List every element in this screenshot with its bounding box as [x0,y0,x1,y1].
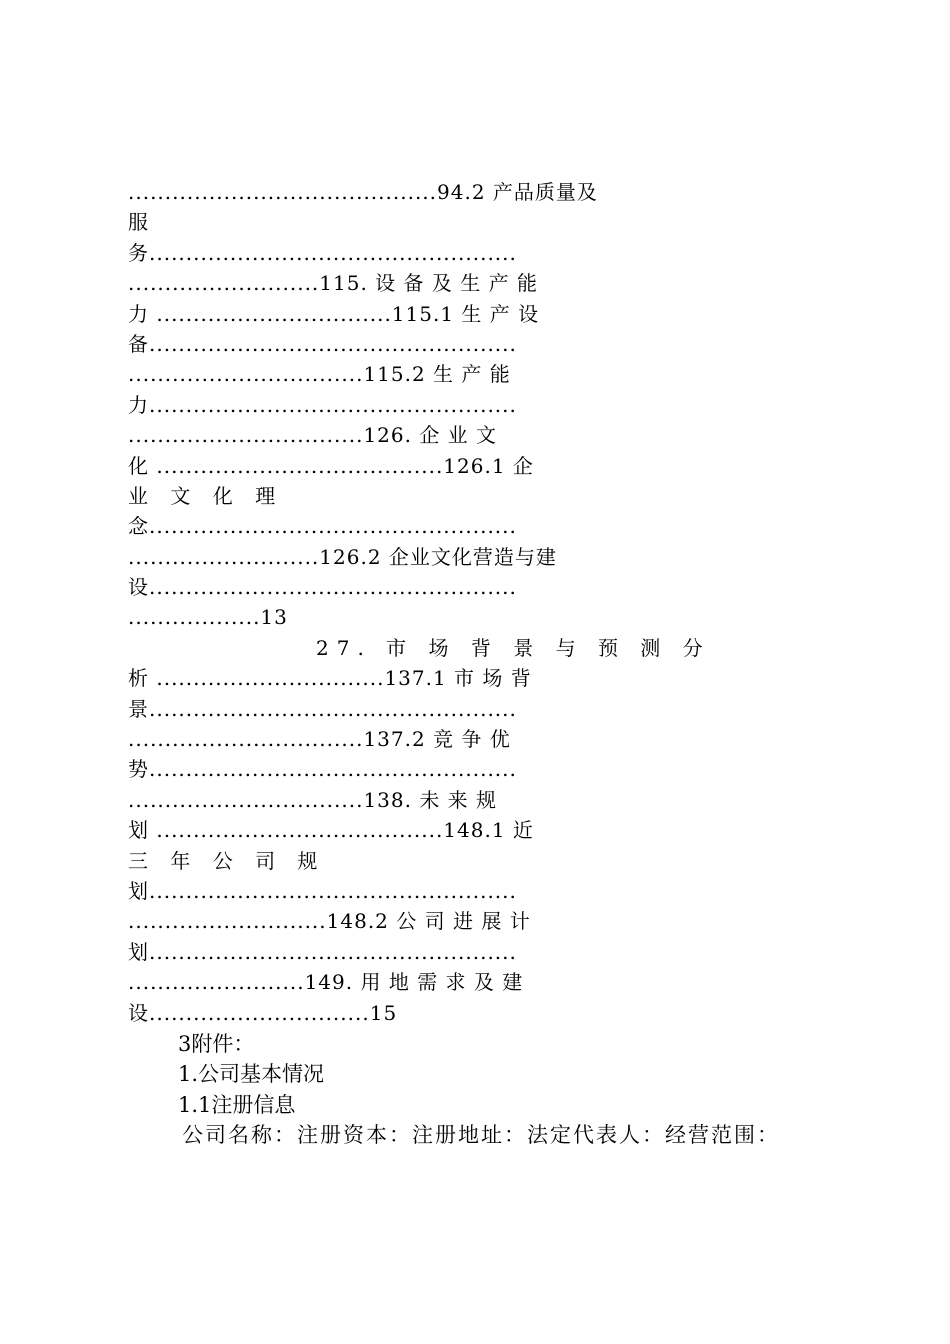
toc-line: 化 .......................................126.1 企 [128,453,534,478]
toc-line: ...........................148.2 公 司 进 展 计 [128,909,531,934]
toc-line: 力.................................................. [128,392,517,417]
toc-line: 析 ...............................137.1 市 场 背 [128,666,532,691]
toc-line: 服 [128,210,148,235]
toc-line: 念.................................................. [128,514,517,539]
toc-line: 27. 市 场 背 景 与 预 测 分 [316,635,711,660]
table-of-contents [128,177,832,1028]
subsection-heading: 1.1注册信息 [178,1092,296,1117]
toc-line: 业 文 化 理 [128,483,284,508]
toc-line: 务.................................................. [128,240,517,265]
toc-line: 划 .......................................148.1 近 [128,818,534,843]
registration-fields: 公司名称：注册资本：注册地址：法定代表人：经营范围： [182,1123,780,1148]
toc-line: ..........................126.2 企业文化营造与建 [128,544,557,569]
toc-line: 设.................................................. [128,575,517,600]
toc-line: 备.................................................. [128,331,517,356]
toc-line: 力 ................................115.1 生 产 设 [128,301,540,326]
toc-line: 三 年 公 司 规 [128,848,326,873]
toc-line: ................................126. 企 业 文 [128,423,498,448]
toc-line: ................................115.2 生 产 能 [128,362,511,387]
attachment-heading: 3附件： [178,1032,255,1056]
toc-line: 划.................................................. [128,939,517,964]
toc-line: ................................138. 未 来 规 [128,787,498,812]
toc-line: 势.................................................. [128,757,517,782]
toc-line: ..........................................94.2 产品质量及 [128,180,598,204]
toc-line: 景.................................................. [128,696,517,721]
section-heading: 1.公司基本情况 [178,1062,325,1087]
toc-line: 划.................................................. [128,878,517,903]
toc-line: ..................13 [128,605,288,630]
toc-line: 设..............................15 [128,1000,398,1025]
toc-line: ................................137.2 竞 争 优 [128,727,511,752]
toc-line: ..........................115. 设 备 及 生 产 能 [128,271,538,296]
toc-line: ........................149. 用 地 需 求 及 建 [128,970,524,995]
document-body [128,1029,848,1151]
